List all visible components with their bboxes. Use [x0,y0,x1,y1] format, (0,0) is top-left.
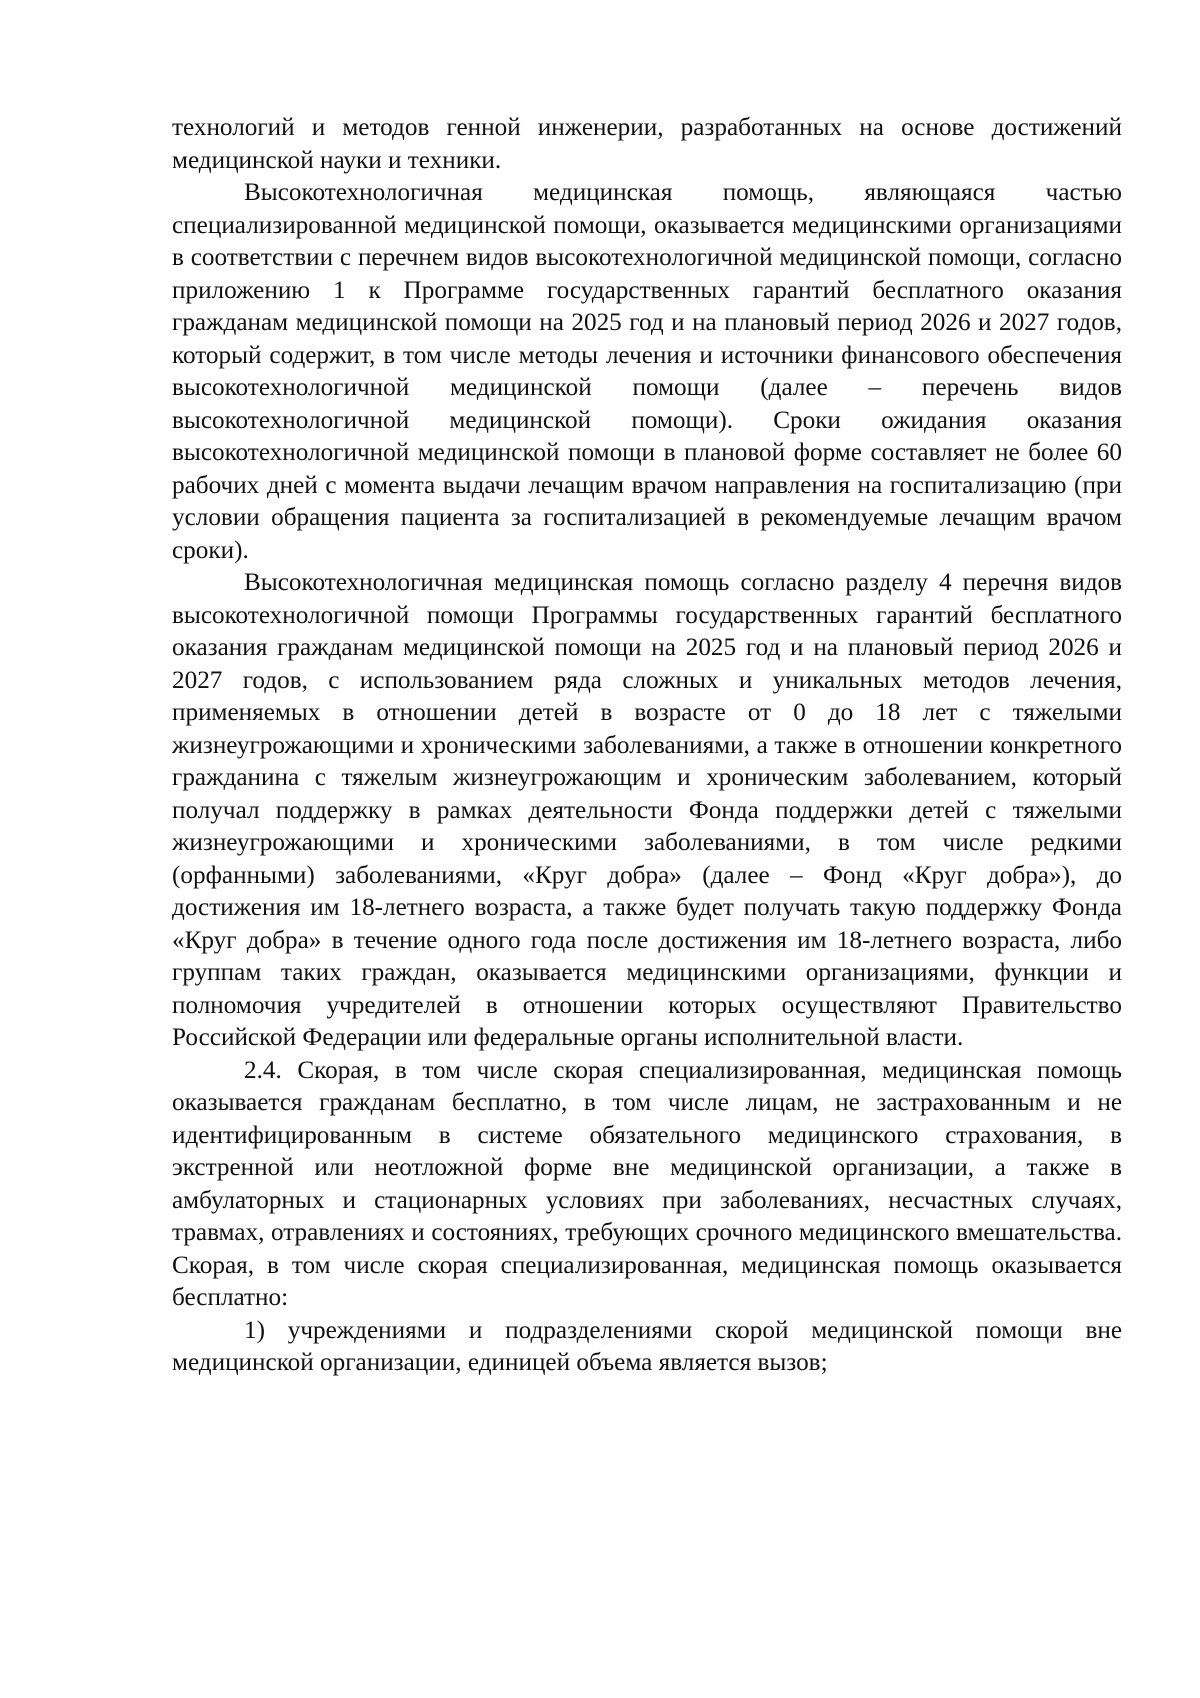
paragraph-high-tech-care: Высокотехнологичная медицинская помощь, являющаяся частью специализированной медицинской помощи, оказывается медицинскими организациями в соответствии с перечнем видов высокотехнологичной медицинской помощи, согласно приложению 1 к Программе государственных гарантий бесплатного оказания гражданам медицинской помощи на 2025 год и на плановый период 2026 и 2027 годов, который содержит, в том числе методы лечения и источники финансового обеспечения высокотехнологичной медицинской помощи (далее – перечень видов высокотехнологичной медицинской помощи). Сроки ожидания оказания высокотехнологичной медицинской помощи в плановой форме составляет не более 60 рабочих дней с момента выдачи лечащим врачом направления на госпитализацию (при условии обращения пациента за госпитализацией в рекомендуемые лечащим врачом сроки). [172,179,1122,564]
list-item-1: 1) учреждениями и подразделениями скорой медицинской помощи вне медицинской организации, единицей объема является вызов; [172,1316,1122,1376]
paragraph-continuation: технологий и методов генной инженерии, разработанных на основе достижений медицинской науки и техники. [172,114,1122,174]
paragraph-emergency-care: 2.4. Скорая, в том числе скорая специализированная, медицинская помощь оказывается гражданам бесплатно, в том числе лицам, не застрахованным и не идентифицированным в системе обязательного медицинского страхования, в экстренной или неотложной форме вне медицинской организации, а также в амбулаторных и стационарных условиях при заболеваниях, несчастных случаях, травмах, отравлениях и состояниях, требующих срочного медицинского вмешательства. Скорая, в том числе скорая специализированная, медицинская помощь оказывается бесплатно: [172,1056,1122,1311]
document-body [172,112,1122,1380]
paragraph-section-4: Высокотехнологичная медицинская помощь согласно разделу 4 перечня видов высокотехнологичной помощи Программы государственных гарантий бесплатного оказания гражданам медицинской помощи на 2025 год и на плановый период 2026 и 2027 годов, с использованием ряда сложных и уникальных методов лечения, применяемых в отношении детей в возрасте от 0 до 18 лет с тяжелыми жизнеугрожающими и хроническими заболеваниями, а также в отношении конкретного гражданина с тяжелым жизнеугрожающим и хроническим заболеванием, который получал поддержку в рамках деятельности Фонда поддержки детей с тяжелыми жизнеугрожающими и хроническими заболеваниями, в том числе редкими (орфанными) заболеваниями, «Круг добра» (далее – Фонд «Круг добра»), до достижения им 18-летнего возраста, а также будет получать такую поддержку Фонда «Круг добра» в течение одного года после достижения им 18-летнего возраста, либо группам таких граждан, оказывается медицинскими организациями, функции и полномочия учредителей в отношении которых осуществляют Правительство Российской Федерации или федеральные органы исполнительной власти. [172,569,1122,1051]
